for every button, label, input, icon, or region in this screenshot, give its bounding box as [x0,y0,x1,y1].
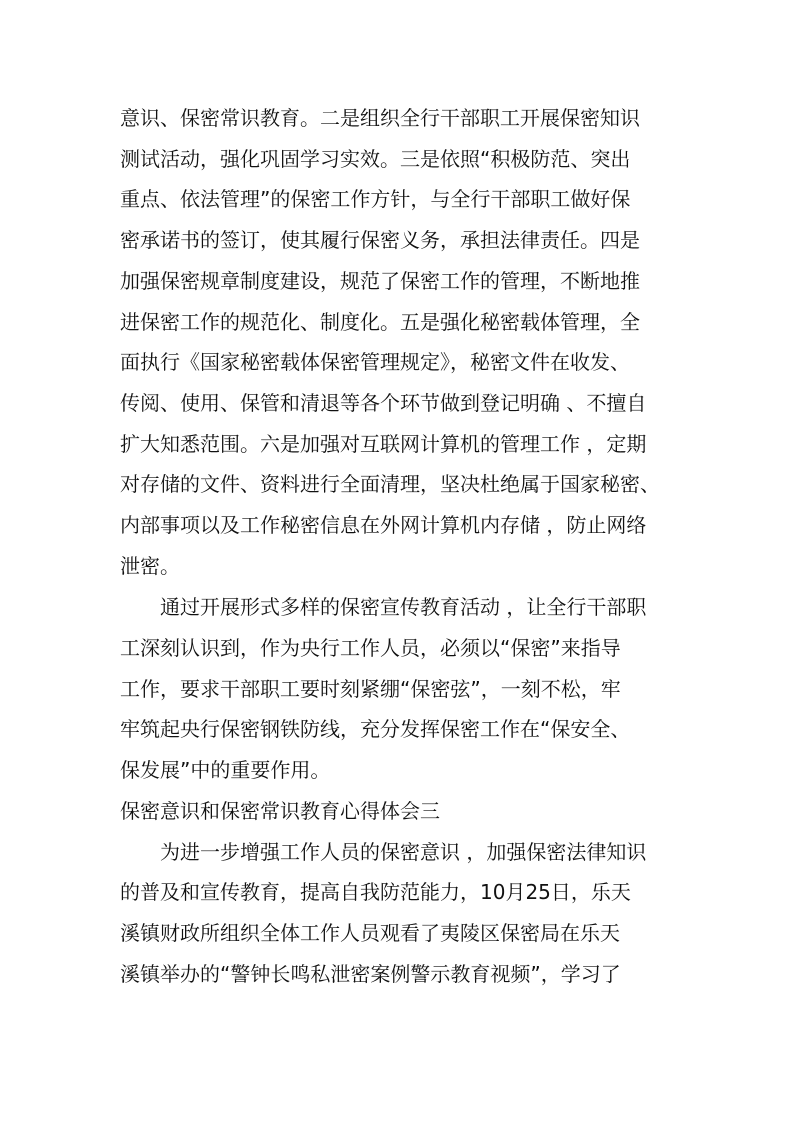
paragraph-1-line-4: 密承诺书的签订，使其履行保密义务，承担法律责任。四是 [120,228,640,252]
paragraph-1-line-12: 泄密。 [120,554,180,578]
paragraph-1-line-11: 内部事项以及工作秘密信息在外网计算机内存储 ，防止网络 [120,513,647,537]
paragraph-2-line-5: 保发展”中的重要作用。 [120,758,331,782]
paragraph-1-line-1: 意识、保密常识教育。二是组织全行干部职工开展保密知识 [120,106,640,130]
paragraph-3-line-2: 的普及和宣传教育，提高自我防范能力，10月25日，乐天 [120,880,631,904]
paragraph-1-line-5: 加强保密规章制度建设，规范了保密工作的管理，不断地推 [120,269,640,293]
paragraph-2-line-2: 工深刻认识到，作为央行工作人员，必须以“保密”来指导 [120,636,621,660]
paragraph-1-line-8: 传阅、使用、保管和清退等各个环节做到登记明确 、不擅自 [120,391,647,415]
section-heading: 保密意识和保密常识教育心得体会三 [120,799,440,823]
paragraph-1-line-9: 扩大知悉范围。六是加强对互联网计算机的管理工作 ，定期 [120,432,647,456]
paragraph-2-line-1: 通过开展形式多样的保密宣传教育活动 ，让全行干部职 [120,595,647,619]
paragraph-2-line-3: 工作，要求干部职工要时刻紧绷“保密弦”，一刻不松，牢 [120,677,621,701]
paragraph-3-line-1: 为进一步增强工作人员的保密意识 ，加强保密法律知识 [120,840,647,864]
paragraph-1-line-3: 重点、依法管理”的保密工作方针，与全行干部职工做好保 [120,187,631,211]
paragraph-3-line-3: 溪镇财政所组织全体工作人员观看了夷陵区保密局在乐天 [120,921,620,945]
paragraph-1-line-7: 面执行《国家秘密载体保密管理规定》，秘密文件在收发、 [120,350,630,374]
paragraph-1-line-10: 对存储的文件、资料进行全面清理，坚决杜绝属于国家秘密、 [120,472,660,496]
paragraph-1-line-6: 进保密工作的规范化、制度化。五是强化秘密载体管理，全 [120,310,640,334]
paragraph-3-line-4: 溪镇举办的“警钟长鸣私泄密案例警示教育视频”，学习了 [120,962,621,986]
paragraph-1-line-2: 测试活动，强化巩固学习实效。三是依照“积极防范、突出 [120,147,631,171]
paragraph-2-line-4: 牢筑起央行保密钢铁防线，充分发挥保密工作在“保安全、 [120,717,631,741]
